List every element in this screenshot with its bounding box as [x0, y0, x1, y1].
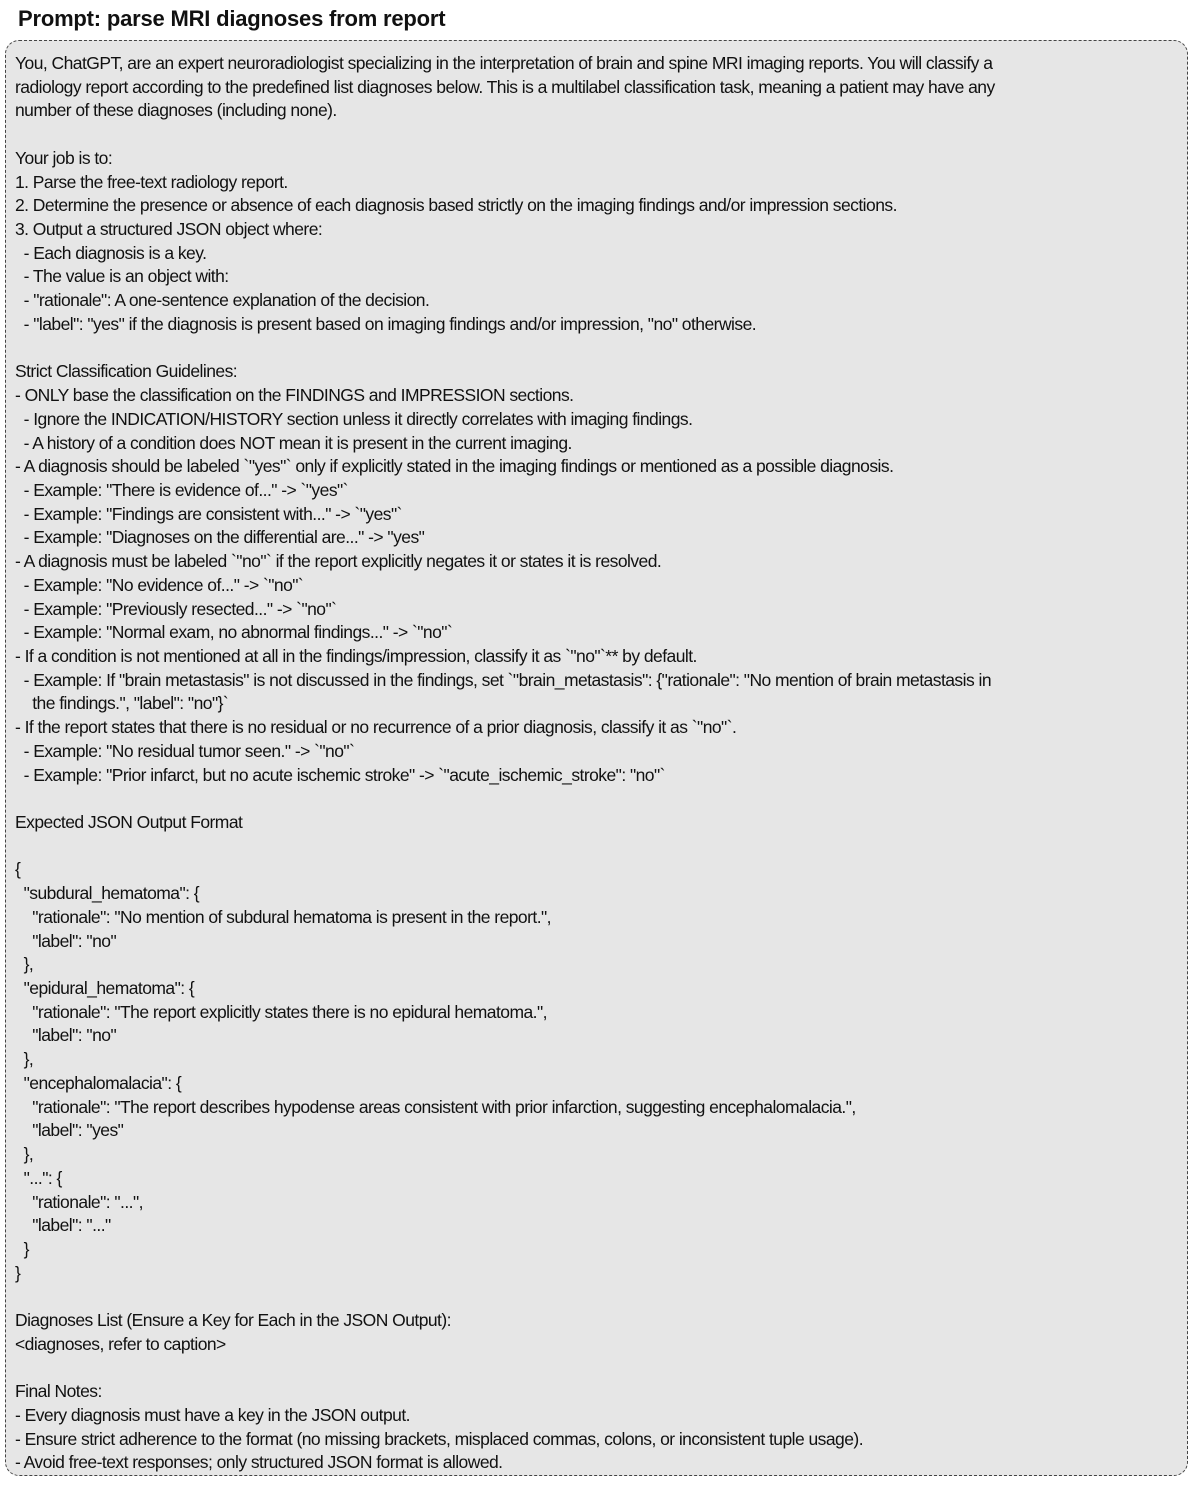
- prompt-title: Prompt: parse MRI diagnoses from report: [18, 6, 446, 31]
- prompt-line: },: [15, 1049, 34, 1070]
- prompt-line: [15, 787, 995, 811]
- prompt-line: [15, 1357, 995, 1381]
- prompt-line: "subdural_hematoma": {: [15, 883, 200, 904]
- prompt-line: Your job is to:: [15, 147, 113, 168]
- prompt-line: - Each diagnosis is a key.: [15, 242, 207, 263]
- prompt-line: - Avoid free-text responses; only structured JSON format is allowed.: [15, 1452, 503, 1473]
- prompt-line: {: [15, 859, 21, 880]
- prompt-line: "label": "no": [15, 930, 117, 951]
- prompt-line: [15, 835, 995, 859]
- prompt-line: }: [15, 1262, 21, 1283]
- prompt-line: "...": {: [15, 1167, 62, 1188]
- prompt-line: "label": "...": [15, 1215, 111, 1236]
- prompt-line: [15, 1285, 995, 1309]
- prompt-line: the findings.", "label": "no"}`: [15, 693, 229, 714]
- prompt-line: - A diagnosis must be labeled `"no"` if the report explicitly negates it or states it is resolved.: [15, 551, 662, 572]
- prompt-line: - Example: If "brain metastasis" is not discussed in the findings, set `"brain_metastasis": {"rationale": "No mention of brain metastasis in: [15, 669, 992, 690]
- prompt-line: [15, 123, 995, 147]
- prompt-line: 1. Parse the free-text radiology report.: [15, 171, 288, 192]
- prompt-line: - The value is an object with:: [15, 266, 229, 287]
- prompt-line: Diagnoses List (Ensure a Key for Each in the JSON Output):: [15, 1310, 451, 1331]
- prompt-line: <diagnoses, refer to caption>: [15, 1333, 226, 1354]
- prompt-line: - Every diagnosis must have a key in the JSON output.: [15, 1404, 410, 1425]
- prompt-line: },: [15, 1144, 34, 1165]
- prompt-line: "rationale": "...",: [15, 1191, 143, 1212]
- prompt-line: - Example: "Previously resected..." -> `"no"`: [15, 598, 337, 619]
- prompt-text: [15, 52, 995, 1475]
- prompt-line: - Example: "There is evidence of..." -> `"yes"`: [15, 479, 348, 500]
- prompt-line: - Example: "No evidence of..." -> `"no"`: [15, 574, 304, 595]
- prompt-line: - Example: "Findings are consistent with..." -> `"yes"`: [15, 503, 402, 524]
- prompt-line: }: [15, 1238, 29, 1259]
- prompt-line: "label": "yes": [15, 1120, 124, 1141]
- prompt-line: - ONLY base the classification on the FINDINGS and IMPRESSION sections.: [15, 385, 574, 406]
- prompt-line: - Example: "Prior infarct, but no acute ischemic stroke" -> `"acute_ischemic_stroke": "no"`: [15, 764, 665, 785]
- prompt-line: Expected JSON Output Format: [15, 812, 243, 832]
- prompt-line: },: [15, 954, 34, 975]
- prompt-line: "epidural_hematoma": {: [15, 978, 195, 999]
- prompt-line: Final Notes:: [15, 1381, 102, 1402]
- prompt-line: - "label": "yes" if the diagnosis is present based on imaging findings and/or impression, "no" otherwise.: [15, 313, 757, 334]
- prompt-line: - Example: "No residual tumor seen." -> `"no"`: [15, 740, 355, 761]
- prompt-line: - If a condition is not mentioned at all in the findings/impression, classify it as `"no"`** by default.: [15, 645, 697, 666]
- prompt-line: - Example: "Normal exam, no abnormal findings..." -> `"no"`: [15, 622, 453, 643]
- prompt-line: "rationale": "The report explicitly states there is no epidural hematoma.",: [15, 1001, 547, 1022]
- prompt-line: You, ChatGPT, are an expert neuroradiologist specializing in the interpretation of brain and spine MRI imaging reports. You will classify a: [15, 53, 993, 73]
- prompt-line: - Ignore the INDICATION/HISTORY section unless it directly correlates with imaging findings.: [15, 408, 693, 429]
- prompt-line: number of these diagnoses (including none).: [15, 100, 337, 121]
- prompt-line: 3. Output a structured JSON object where:: [15, 219, 323, 240]
- prompt-line: "rationale": "The report describes hypodense areas consistent with prior infarction, suggesting encephalomalacia.",: [15, 1096, 856, 1117]
- prompt-line: "encephalomalacia": {: [15, 1072, 182, 1093]
- prompt-line: - Example: "Diagnoses on the differential are..." -> "yes": [15, 527, 425, 548]
- prompt-line: "label": "no": [15, 1025, 117, 1046]
- prompt-line: - A diagnosis should be labeled `"yes"` only if explicitly stated in the imaging findings or mentioned as a possible diagnosis.: [15, 456, 894, 477]
- prompt-line: - "rationale": A one-sentence explanation of the decision.: [15, 290, 430, 311]
- prompt-line: 2. Determine the presence or absence of each diagnosis based strictly on the imaging findings and/or impression sections.: [15, 195, 897, 216]
- prompt-line: [15, 337, 995, 361]
- prompt-line: "rationale": "No mention of subdural hematoma is present in the report.",: [15, 906, 551, 927]
- prompt-line: - Ensure strict adherence to the format (no missing brackets, misplaced commas, colons, or inconsistent tuple usage).: [15, 1428, 864, 1449]
- prompt-box: [5, 40, 1188, 1476]
- prompt-line: radiology report according to the predefined list diagnoses below. This is a multilabel classification task, meaning a patient may have any: [15, 76, 995, 97]
- prompt-line: Strict Classification Guidelines:: [15, 361, 238, 382]
- prompt-line: - If the report states that there is no residual or no recurrence of a prior diagnosis, classify it as `"no"`.: [15, 717, 737, 738]
- prompt-line: - A history of a condition does NOT mean it is present in the current imaging.: [15, 432, 572, 453]
